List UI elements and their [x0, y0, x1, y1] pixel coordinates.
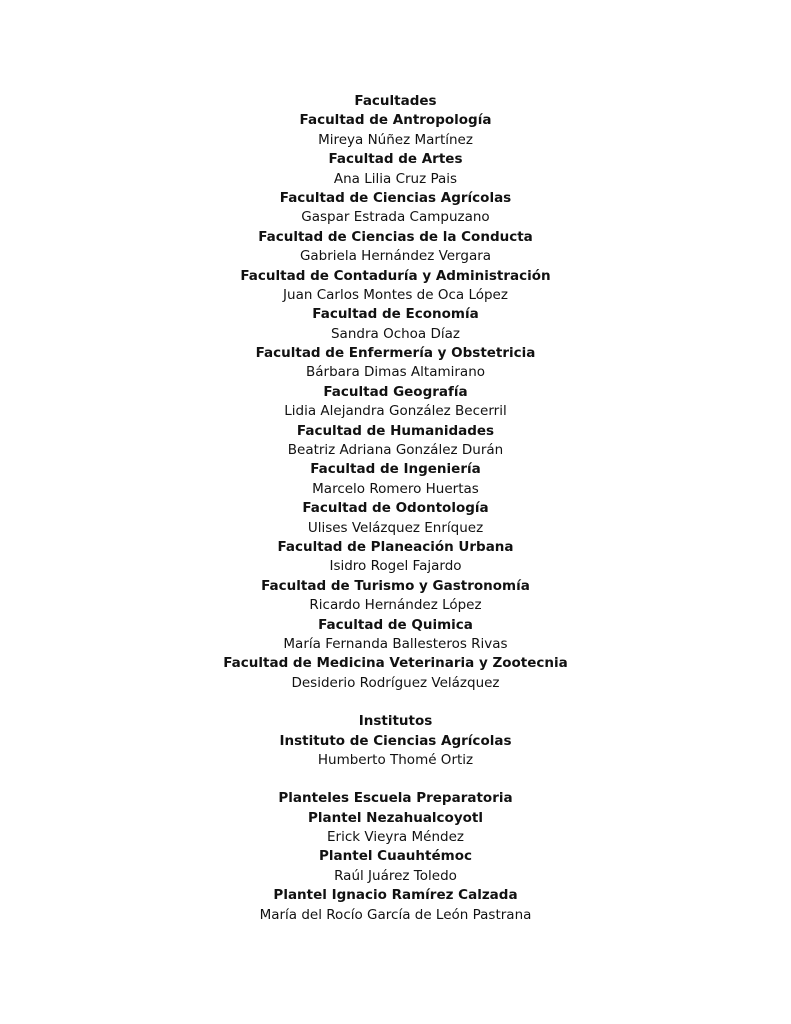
unit-name: Facultad de Humanidades [296, 422, 495, 439]
section-spacer [0, 770, 791, 789]
person-name: Marcelo Romero Huertas [312, 480, 479, 497]
unit-name: Instituto de Ciencias Agrícolas [279, 732, 512, 749]
person-name: Sandra Ochoa Díaz [330, 325, 460, 342]
section [0, 789, 791, 925]
unit-name: Facultad de Contaduría y Administración [240, 267, 551, 284]
unit-name: Plantel Nezahualcoyotl [308, 809, 483, 826]
person-name: María del Rocío García de León Pastrana [259, 906, 532, 923]
person-name: Ricardo Hernández López [309, 597, 482, 614]
person-name: Lidia Alejandra González Becerril [284, 403, 507, 420]
section-title: Planteles Escuela Preparatoria [278, 790, 513, 807]
person-name: Gaspar Estrada Campuzano [301, 209, 490, 226]
person-name: Mireya Núñez Martínez [318, 131, 473, 148]
person-name: Ulises Velázquez Enríquez [307, 519, 484, 536]
unit-name: Facultad de Antropología [299, 112, 492, 129]
person-name: Humberto Thomé Ortiz [317, 751, 474, 768]
person-name: María Fernanda Ballesteros Rivas [283, 635, 508, 652]
section-title: Institutos [358, 713, 433, 730]
unit-name: Facultad de Ingeniería [310, 461, 481, 478]
unit-name: Facultad de Enfermería y Obstetricia [255, 345, 536, 362]
person-name: Juan Carlos Montes de Oca López [283, 286, 508, 303]
person-name: Desiderio Rodríguez Velázquez [291, 674, 500, 691]
person-name: Erick Vieyra Méndez [327, 829, 464, 846]
section-title: Facultades [354, 93, 437, 109]
unit-name: Facultad de Planeación Urbana [277, 538, 514, 555]
unit-name: Facultad de Ciencias de la Conducta [258, 228, 533, 245]
unit-name: Facultad de Economía [312, 306, 479, 323]
person-name: Ana Lilia Cruz Pais [333, 170, 458, 187]
section-spacer [0, 693, 791, 712]
person-name: Raúl Juárez Toledo [334, 867, 457, 884]
unit-name: Facultad de Quimica [318, 616, 473, 633]
unit-name: Plantel Ignacio Ramírez Calzada [273, 887, 518, 904]
section [0, 712, 791, 770]
unit-name: Plantel Cuauhtémoc [319, 848, 472, 865]
unit-name: Facultad Geografía [323, 383, 468, 400]
unit-name: Facultad de Medicina Veterinaria y Zootecnia [223, 655, 568, 672]
unit-name: Facultad de Ciencias Agrícolas [279, 189, 512, 206]
section [0, 92, 791, 693]
unit-name: Facultad de Artes [328, 151, 463, 168]
document-page [0, 92, 791, 925]
unit-name: Facultad de Odontología [302, 500, 489, 517]
person-name: Bárbara Dimas Altamirano [305, 364, 486, 381]
person-name: Gabriela Hernández Vergara [299, 248, 492, 265]
person-name: Beatriz Adriana González Durán [287, 442, 504, 459]
person-name: Isidro Rogel Fajardo [329, 558, 462, 575]
unit-name: Facultad de Turismo y Gastronomía [261, 577, 530, 594]
